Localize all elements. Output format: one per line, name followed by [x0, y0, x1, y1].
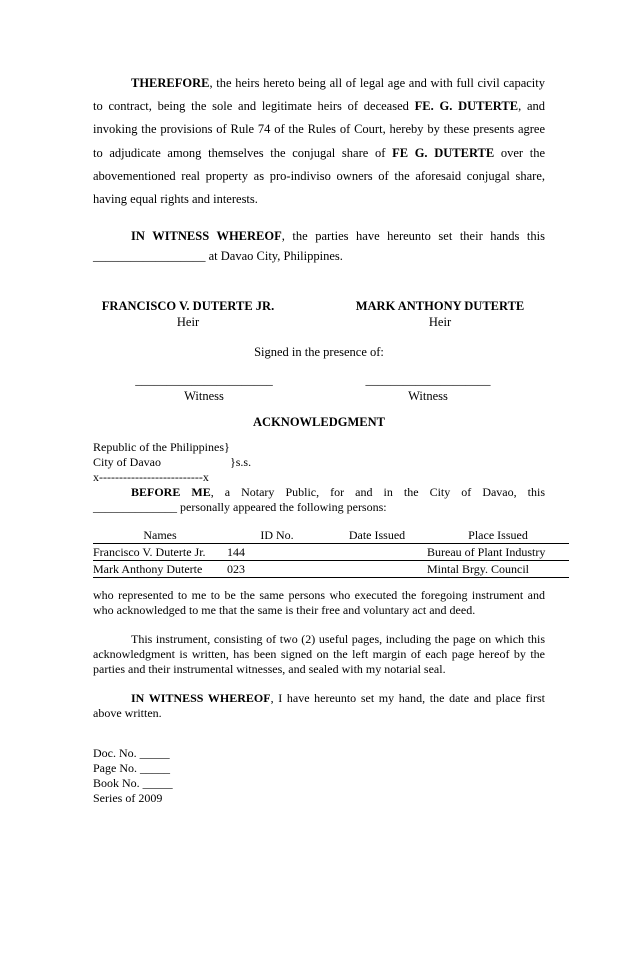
para-text: , the heirs hereto being all of legal age and with full civil capacity: [209, 76, 545, 90]
table-cell: 023: [227, 561, 327, 578]
page-no: Page No. _____: [93, 761, 170, 775]
witness-signature-block: [364, 372, 492, 404]
therefore-keyword: THEREFORE: [131, 76, 210, 90]
para-line: [93, 142, 545, 165]
column-header: Place Issued: [468, 527, 528, 542]
before-me-paragraph: [93, 485, 545, 515]
para-line: [93, 165, 545, 188]
signature-line: ____________________: [365, 373, 491, 387]
heir-name: MARK ANTHONY DUTERTE: [355, 299, 525, 313]
final-witness-paragraph: [93, 691, 545, 721]
heir-signature-block: [340, 298, 540, 330]
venue-block: [93, 440, 393, 485]
deceased-name: FE G. DUTERTE: [392, 145, 495, 160]
table-cell: [327, 544, 427, 561]
para-text: , and: [518, 99, 545, 114]
para-line: [93, 188, 545, 211]
signed-presence-text: Signed in the presence of:: [254, 345, 384, 359]
witness-label: Witness: [184, 389, 224, 403]
para-text: ______________ personally appeared the following persons:: [93, 500, 387, 514]
doc-no: Doc. No. _____: [93, 746, 170, 760]
table-cell: [327, 561, 427, 578]
para-text: to adjudicate among themselves the conjugal share of: [93, 145, 393, 160]
represented-paragraph: who represented to me to be the same persons who executed the foregoing instrument and who acknowledged to me that the same is their free and voluntary act and deed.: [93, 588, 545, 617]
para-text: __________________ at Davao City, Philippines.: [93, 249, 343, 263]
witness-signature-block: [134, 372, 274, 404]
table-cell: Francisco V. Duterte Jr.: [93, 544, 227, 561]
heir-role: Heir: [176, 315, 200, 329]
book-no: Book No. _____: [93, 776, 173, 790]
therefore-paragraph: [93, 72, 545, 211]
venue-divider: x--------------------------x: [93, 470, 209, 484]
venue-ss: }s.s.: [230, 455, 252, 469]
heir-signature-block: [88, 298, 288, 330]
table-cell: 144: [227, 544, 327, 561]
doc-info-block: [93, 746, 293, 806]
para-line: [93, 118, 545, 141]
witness-label: Witness: [408, 389, 448, 403]
heir-name: FRANCISCO V. DUTERTE JR.: [101, 299, 275, 313]
venue-country: Republic of the Philippines}: [93, 440, 230, 454]
table-cell: Mintal Brgy. Council: [427, 561, 569, 578]
para-text: , the parties have hereunto set their hands this: [281, 229, 545, 243]
series: Series of 2009: [93, 791, 163, 805]
instrument-paragraph: This instrument, consisting of two (2) useful pages, including the page on which this acknowledgment is written, has been signed on the left margin of each page hereof by the parties and their instrumental witnesses, and sealed with my notarial seal.: [93, 632, 545, 676]
para-line: [93, 485, 545, 500]
table-row: [93, 544, 569, 561]
column-header: ID No.: [260, 527, 294, 542]
venue-city: City of Davao: [93, 455, 161, 469]
heir-role: Heir: [428, 315, 452, 329]
para-text: over the: [494, 145, 546, 160]
para-text: to contract, being the sole and legitimate heirs of deceased: [93, 99, 415, 114]
para-text: , I have hereunto set my hand, the date and place first above written.: [93, 691, 545, 720]
witness-whereof-paragraph: [93, 226, 545, 266]
venue-city-row: [93, 455, 393, 470]
witness-whereof-keyword: IN WITNESS WHEREOF: [131, 691, 271, 705]
para-line: [93, 226, 545, 246]
table-cell: Mark Anthony Duterte: [93, 561, 227, 578]
persons-table: [93, 527, 569, 578]
table-header-row: [93, 527, 569, 544]
para-line: [93, 72, 545, 95]
para-text: having equal rights and interests.: [93, 191, 258, 206]
column-header: Names: [143, 527, 177, 542]
para-text: , a Notary Public, for and in the City of Davao, this: [210, 485, 545, 499]
acknowledgment-title: ACKNOWLEDGMENT: [253, 415, 385, 429]
before-me-keyword: BEFORE ME: [131, 485, 211, 499]
deceased-name: FE. G. DUTERTE: [414, 99, 519, 114]
para-line: [93, 95, 545, 118]
table-cell: Bureau of Plant Industry: [427, 544, 569, 561]
column-header: Date Issued: [348, 527, 406, 542]
para-line: [93, 246, 545, 266]
para-text: invoking the provisions of Rule 74 of the Rules of Court, hereby by these presents agree: [93, 122, 545, 137]
witness-whereof-keyword: IN WITNESS WHEREOF: [131, 229, 282, 243]
table-row: [93, 561, 569, 578]
signature-line: ______________________: [135, 373, 273, 387]
para-text: abovementioned real property as pro-indiviso owners of the aforesaid conjugal share,: [93, 168, 545, 183]
